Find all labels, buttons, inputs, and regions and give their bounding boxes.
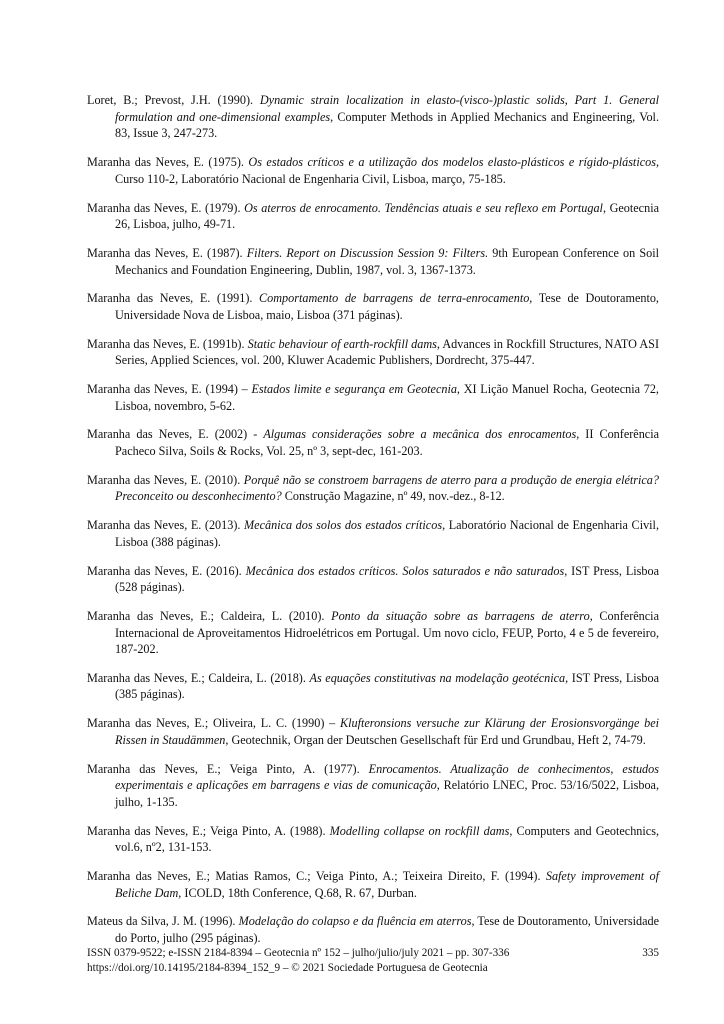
reference-authors-year: Maranha das Neves, E.; Caldeira, L. (2018). [87, 670, 310, 685]
reference-title: Modelação do colapso e da fluência em aterros [238, 914, 472, 929]
reference-title: Modelling collapse on rockfill dams [329, 823, 510, 838]
reference-title: Klufteronsions versuche zur Klärung der Erosionsvorgänge bei Rissen in Staudämmen [115, 716, 660, 747]
reference-authors-year: Maranha das Neves, E. (2016). [87, 563, 246, 578]
reference-entry [87, 472, 659, 505]
page-footer [87, 946, 659, 975]
reference-authors-year: Maranha das Neves, E.; Matias Ramos, C.; Veiga Pinto, A.; Teixeira Direito, F. (1994). [87, 868, 546, 883]
reference-entry [87, 715, 659, 748]
reference-title: As equações constitutivas na modelação geotécnica [309, 670, 566, 685]
reference-authors-year: Maranha das Neves, E. (2010). [87, 472, 244, 487]
reference-authors-year: Maranha das Neves, E. (1994) – [87, 382, 252, 397]
reference-authors-year: Maranha das Neves, E. (1975). [87, 155, 249, 170]
reference-title: Porquê não se constroem barragens de aterro para a produção de energia elétrica? Preconceito ou desconhecimento? [115, 472, 659, 504]
reference-title: Ponto da situação sobre as barragens de aterro [331, 608, 590, 623]
reference-title: Comportamento de barragens de terra-enrocamento [259, 291, 530, 306]
reference-source: , Relatório LNEC, Proc. 53/16/5022, Lisboa, julho, 1-135. [115, 778, 659, 809]
reference-source: , ICOLD, 18th Conference, Q.68, R. 67, Durban. [178, 885, 417, 900]
reference-entry [87, 381, 659, 414]
reference-source: , IST Press, Lisboa (528 páginas). [115, 563, 659, 595]
reference-entry [87, 336, 659, 369]
reference-entry [87, 823, 659, 856]
reference-authors-year: Maranha das Neves, E. (1979). [87, 200, 245, 215]
reference-source: , Tese de Doutoramento, Universidade do Porto, julho (295 páginas). [115, 914, 659, 945]
reference-entry [87, 517, 659, 550]
reference-title: Estados limite e segurança em Geotecnia, [251, 382, 460, 397]
reference-source: , Computer Methods in Applied Mechanics and Engineering, Vol. 83, Issue 3, 247-273. [115, 109, 659, 141]
reference-authors-year: Maranha das Neves, E. (1987). [87, 245, 247, 260]
reference-source: , Conferência Internacional de Aproveitamentos Hidroelétricos em Portugal. Um novo ciclo, FEUP, Porto, 4 e 5 de fevereiro, 187-202. [115, 608, 659, 657]
reference-title: Algumas considerações sobre a mecânica dos enrocamentos [263, 427, 577, 442]
reference-authors-year: Maranha das Neves, E. (2013). [87, 518, 245, 533]
reference-entry [87, 154, 659, 187]
reference-title: Mecânica dos solos dos estados críticos [244, 518, 443, 533]
reference-entry [87, 200, 659, 233]
reference-authors-year: Maranha das Neves, E.; Oliveira, L. C. (1990) – [87, 716, 340, 731]
reference-authors-year: Maranha das Neves, E.; Veiga Pinto, A. (1988). [87, 823, 330, 838]
footer-issn-line: ISSN 0379-9522; e-ISSN 2184-8394 – Geotecnia nº 152 – julho/julio/july 2021 – pp. 307-336 [87, 947, 510, 959]
reference-authors-year: Maranha das Neves, E. (2002) - [87, 427, 264, 442]
reference-list [87, 80, 659, 956]
page-number: 335 [642, 947, 659, 959]
reference-source: , IST Press, Lisboa (385 páginas). [115, 670, 659, 702]
reference-authors-year: Maranha das Neves, E. (1991b). [87, 336, 248, 351]
reference-source: , Computers and Geotechnics, vol.6, nº2, 131-153. [115, 823, 659, 855]
reference-authors-year: Maranha das Neves, E. (1991). [87, 291, 260, 306]
reference-title: Os aterros de enrocamento. Tendências atuais e seu reflexo em Portugal [244, 200, 603, 215]
reference-title: Dynamic strain localization in elasto-(visco-)plastic solids, Part 1. General formulation and one-dimensional examples [115, 93, 659, 124]
reference-title: Mecânica dos estados críticos. Solos saturados e não saturados [245, 563, 565, 578]
reference-authors-year: Maranha das Neves, E.; Caldeira, L. (2010). [87, 608, 332, 623]
reference-title: Enrocamentos. Atualização de conhecimentos, estudos experimentais e aplicações em barragens e vias de comunicação [115, 761, 659, 793]
reference-entry [87, 608, 659, 658]
reference-title: Filters. Report on Discussion Session 9: Filters. [246, 245, 489, 260]
reference-source: , II Conferência Pacheco Silva, Soils & Rocks, Vol. 25, nº 3, sept-dec, 161-203. [115, 427, 659, 458]
reference-source: Construção Magazine, nº 49, nov.-dez., 8-12. [281, 489, 505, 504]
reference-authors-year: Mateus da Silva, J. M. (1996). [87, 914, 239, 929]
reference-source: , Tese de Doutoramento, Universidade Nova de Lisboa, maio, Lisboa (371 páginas). [115, 291, 659, 322]
reference-source: , Geotechnik, Organ der Deutschen Gesellschaft für Erd und Grundbau, Heft 2, 74-79. [225, 732, 646, 747]
reference-source: 9th European Conference on Soil Mechanics and Foundation Engineering, Dublin, 1987, vol. 3, 1367-1373. [115, 245, 660, 277]
reference-source: , Advances in Rockfill Structures, NATO ASI Series, Applied Sciences, vol. 200, Kluwer Academic Publishers, Dordrecht, 375-447. [115, 336, 660, 368]
reference-source: , Geotecnia 26, Lisboa, julho, 49-71. [115, 200, 659, 232]
reference-title: Static behaviour of earth-rockfill dams [247, 336, 437, 351]
reference-title: Safety improvement of Beliche Dam [115, 868, 659, 900]
reference-title: Os estados críticos e a utilização dos modelos elasto-plásticos e rígido-plásticos [248, 155, 656, 170]
reference-source: , Laboratório Nacional de Engenharia Civil, Lisboa (388 páginas). [115, 518, 659, 549]
reference-entry [87, 563, 659, 596]
reference-entry [87, 92, 659, 142]
reference-entry [87, 761, 659, 811]
reference-entry [87, 670, 659, 703]
reference-source: XI Lição Manuel Rocha, Geotecnia 72, Lisboa, novembro, 5-62. [115, 382, 659, 413]
reference-source: , Curso 110-2, Laboratório Nacional de Engenharia Civil, Lisboa, março, 75-185. [115, 155, 659, 186]
reference-entry [87, 290, 659, 323]
reference-entry [87, 245, 659, 278]
reference-entry [87, 426, 659, 459]
reference-entry [87, 913, 659, 946]
reference-entry [87, 868, 659, 901]
footer-doi-line: https://doi.org/10.14195/2184-8394_152_9 – © 2021 Sociedade Portuguesa de Geotecnia [87, 961, 488, 974]
reference-authors-year: Loret, B.; Prevost, J.H. (1990). [87, 93, 260, 108]
reference-authors-year: Maranha das Neves, E.; Veiga Pinto, A. (1977). [87, 761, 369, 776]
